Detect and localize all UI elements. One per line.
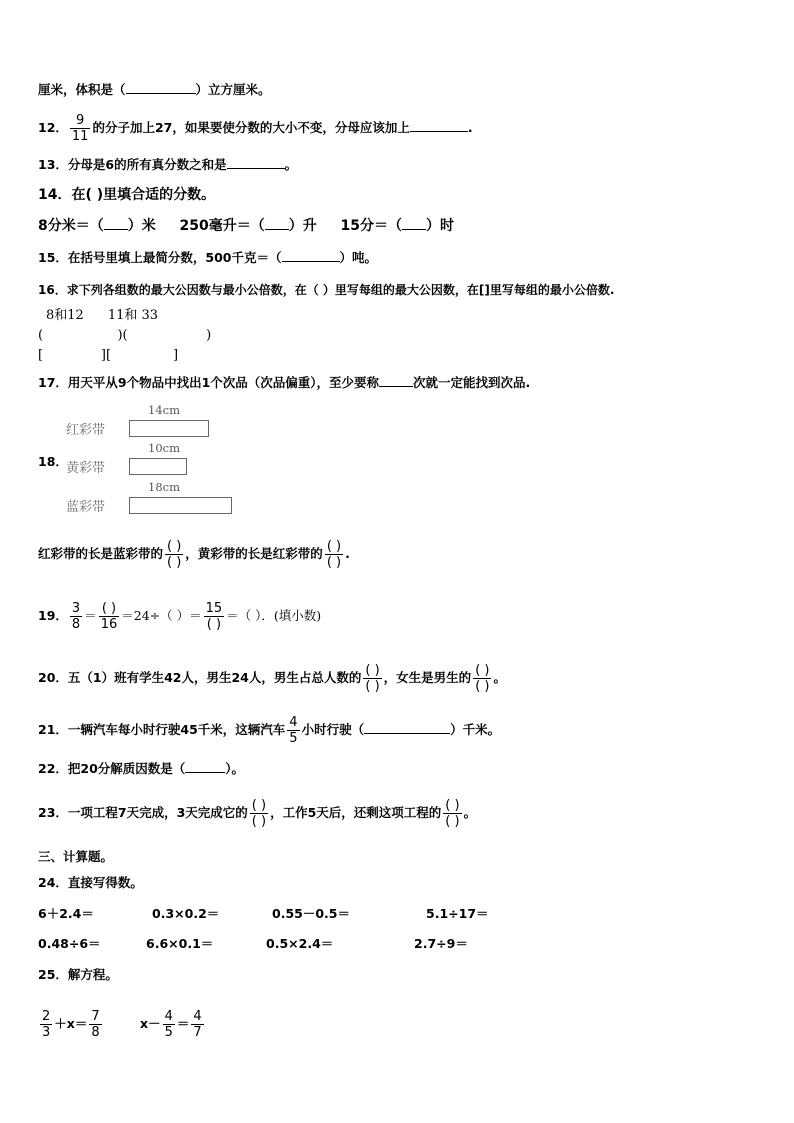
answer-fraction[interactable]: $\frac{( )}{( )}$	[167, 539, 182, 570]
q16-gcd-blanks[interactable]: ( )( )	[38, 328, 212, 343]
answer-blank[interactable]	[282, 261, 340, 262]
question-18-text: 红彩带的长是蓝彩带的 $\frac{( )}{( )}$ ，黄彩带的长是红彩带的 $\frac{( )}{( )}$ .	[38, 539, 350, 570]
answer-fraction[interactable]: $\frac{( )}{( )}$	[326, 539, 342, 570]
question-23: 23．一项工程7天完成，3天完成它的 $\frac{( )}{( )}$ ，工作5天后，还剩这项工程的 $\frac{( )}{( )}$ 。	[38, 798, 477, 829]
q16-lcm-blanks[interactable]: [ ][ ]	[38, 348, 179, 363]
calc-item: 6.6×0.1＝	[146, 936, 214, 951]
q11-tail: 厘米，体积是（ ）立方厘米。	[38, 82, 271, 97]
fraction-4-5: $\frac{4}{5}$	[164, 1009, 173, 1040]
question-15: 15．在括号里填上最简分数，500千克＝（ ）吨。	[38, 250, 378, 265]
answer-blank[interactable]	[185, 772, 225, 773]
blue-ribbon-length: 18cm	[148, 480, 180, 494]
question-25-title: 25．解方程。	[38, 967, 118, 982]
calc-item: 2.7÷9＝	[414, 936, 468, 951]
question-21: 21．一辆汽车每小时行驶45千米，这辆汽车 $\frac{4}{5}$ 小时行驶（ ）千米。	[38, 715, 501, 746]
answer-blank[interactable]	[410, 131, 468, 132]
blue-ribbon-bar	[129, 497, 232, 514]
calc-item: 0.5×2.4＝	[266, 936, 334, 951]
answer-blank[interactable]	[379, 386, 413, 387]
answer-fraction[interactable]: $\frac{( )}{( )}$	[475, 663, 490, 694]
yellow-ribbon-bar	[129, 458, 187, 475]
fraction-4-7: $\frac{4}{7}$	[193, 1009, 202, 1040]
fraction-7-8: $\frac{7}{8}$	[91, 1009, 100, 1040]
fraction-4-5: $\frac{4}{5}$	[289, 715, 298, 746]
calc-item: 0.48÷6＝	[38, 936, 101, 951]
equation-2: x－ $\frac{4}{5}$ ＝ $\frac{4}{7}$	[140, 1009, 202, 1040]
question-17: 17．用天平从9个物品中找出1个次品（次品偏重），至少要称 次就一定能找到次品.	[38, 375, 531, 390]
answer-blank[interactable]	[104, 229, 128, 230]
question-20: 20．五（1）班有学生42人，男生24人，男生占总人数的 $\frac{( )}{( )}$ ，女生是男生的 $\frac{( )}{( )}$ 。	[38, 663, 506, 694]
question-19: 19． $\frac{3}{8}$ ＝ $\frac{( )}{16}$ ＝24÷（ ）＝ $\frac{15}{( )}$ ＝（ ）．(填小数)	[38, 601, 322, 632]
question-16: 16．求下列各组数的最大公因数与最小公倍数，在（ ）里写每组的最大公因数，在[]里写每组的最小公倍数.	[38, 283, 615, 297]
equation-1: $\frac{2}{3}$ ＋x＝ $\frac{7}{8}$	[42, 1009, 100, 1040]
answer-fraction[interactable]: $\frac{( )}{( )}$	[251, 798, 267, 829]
question-18-number: 18．	[38, 454, 68, 469]
calc-item: 6＋2.4＝	[38, 906, 94, 921]
answer-blank[interactable]	[402, 229, 426, 230]
answer-fraction[interactable]: $\frac{( )}{16}$	[100, 601, 118, 632]
red-ribbon-label: 红彩带	[66, 423, 106, 438]
calc-item: 0.3×0.2＝	[152, 906, 220, 921]
answer-blank[interactable]	[265, 229, 289, 230]
answer-fraction[interactable]: $\frac{15}{( )}$	[205, 601, 223, 632]
red-ribbon-bar	[129, 420, 209, 437]
question-12: 12． $\frac{9}{11}$ 的分子加上27，如果要使分数的大小不变，分母应该加上 .	[38, 113, 473, 144]
question-22: 22．把20分解质因数是（ ）。	[38, 761, 245, 776]
answer-fraction[interactable]: $\frac{( )}{( )}$	[365, 663, 380, 694]
yellow-ribbon-length: 10cm	[148, 441, 180, 455]
calc-item: 0.55－0.5＝	[272, 906, 350, 921]
answer-blank[interactable]	[126, 93, 196, 94]
answer-blank[interactable]	[364, 733, 450, 734]
question-13: 13．分母是6的所有真分数之和是 。	[38, 157, 298, 172]
question-24-title: 24．直接写得数。	[38, 875, 143, 890]
red-ribbon-length: 14cm	[148, 403, 180, 417]
section-3-heading: 三、计算题。	[38, 849, 114, 864]
question-14-title: 14．在( )里填合适的分数。	[38, 187, 216, 203]
yellow-ribbon-label: 黄彩带	[66, 461, 106, 476]
answer-fraction[interactable]: $\frac{( )}{( )}$	[445, 798, 460, 829]
blue-ribbon-label: 蓝彩带	[66, 500, 106, 515]
fraction-9-11: $\frac{9}{11}$	[71, 113, 89, 144]
fraction-3-8: $\frac{3}{8}$	[71, 601, 81, 632]
fraction-2-3: $\frac{2}{3}$	[42, 1009, 51, 1040]
question-14-items: 8分米＝（ ）米 250毫升＝（ ）升 15分＝（ ）时	[38, 218, 454, 234]
calc-item: 5.1÷17＝	[426, 906, 489, 921]
answer-blank[interactable]	[227, 168, 285, 169]
q16-pairs: 8和12 11和 33	[46, 308, 159, 323]
